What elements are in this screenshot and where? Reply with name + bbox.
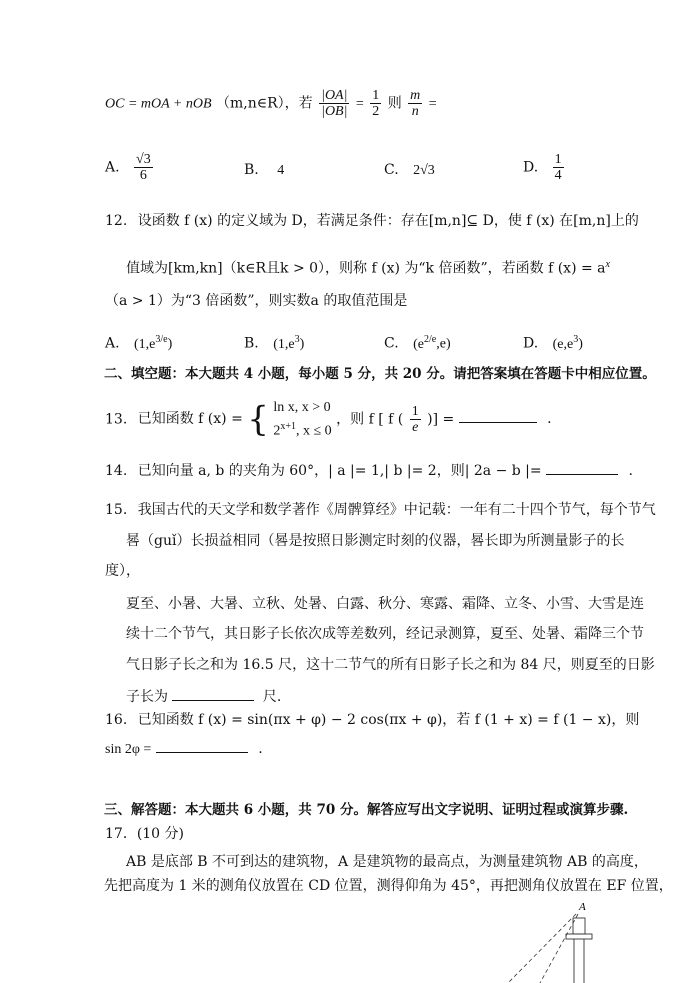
q11-option-b: B. 4 [244,162,285,178]
q14-line: 14. 已知向量 a, b 的夹角为 60°，| a |= 1,| b |= 2，则| 2a − b |= . [105,460,633,481]
q15-line-6: 气日影子长之和为 16.5 尺，这十二节气的所有日影子长之和为 84 尺，则夏至的日影 [126,657,655,673]
q15-line-1: 15. 我国古代的天文学和数学著作《周髀算经》中记载：一年有二十四个节气，每个节气 [105,502,656,518]
q11-condition: （m,n∈R），若 [215,95,313,112]
vector-expression: OC = mOA + nOB [105,96,212,112]
q12-option-a: A. $(1,e^{3/e})$ [105,334,173,352]
q16-line-1: 16. 已知函数 f (x) = sin(πx + φ) − 2 cos(πx + φ)，若 f (1 + x) = f (1 − x)，则 [105,712,640,728]
q12-line-2: 值域为[km,kn]（k∈R且k > 0），则称 f (x) 为“k 倍函数”，若函数 f $(x) = a^x$ [126,259,610,277]
piecewise-cases: ln x, x > 0 $2^{x+1}$, x ≤ 0 [273,400,332,439]
q16-line-2: sin 2φ = . [105,738,263,760]
q13-line: 13. 已知函数 f (x) = { ln x, x > 0 $2^{x+1}$, x ≤ 0 ，则 f [ f ( $\frac{1}{e}$ )] = . [105,399,552,440]
q17-line-1: AB 是底部 B 不可到达的建筑物，A 是建筑物的最高点，为测量建筑物 AB 的高度， [126,854,648,870]
sight-line-right [540,914,578,983]
section-solution-heading: 三、解答题：本大题共 6 小题，共 70 分。解答应写出文字说明、证明过程或演算步骤. [104,802,629,818]
q14-answer-blank[interactable] [546,460,618,475]
q16-answer-blank[interactable] [156,738,248,753]
figure-label-a: A [579,901,586,913]
ratio-fraction: $\frac{|OA|}{|OB|}$ [321,88,348,119]
building-ledge [566,934,592,939]
q17-figure [500,898,610,983]
q17-line-2: 先把高度为 1 米的测角仪放置在 CD 位置，测得仰角为 45°，再把测角仪放置在 EF 位置， [104,878,673,894]
sight-line-left [508,914,576,983]
ask-fraction: $\frac{m}{n}$ [410,88,421,119]
q15-line-7: 子长为 尺. [126,686,281,707]
q15-line-2: 晷（guǐ）长损益相同（晷是按照日影测定时刻的仪器，晷长即为所测量影子的长 [126,533,625,549]
q12-option-c: C. $(e^{2/e},e)$ [384,334,451,352]
one-over-e-fraction: $\frac{1}{e}$ [411,403,419,435]
q12-option-b: B. $(1,e^3)$ [244,334,305,352]
q13-answer-blank[interactable] [459,408,537,423]
q12-line-3: （a > 1）为“3 倍函数”，则实数a 的取值范围是 [105,293,408,309]
q15-line-5: 续十二个节气，其日影子长依次成等差数列，经记录测算，夏至、处暑、霜降三个节 [126,626,644,642]
q17-header: 17．(10 分) [105,826,185,842]
q11-option-c: C. 2√3 [384,162,435,178]
q12-line-1: 12. 设函数 f (x) 的定义域为 D，若满足条件：存在[m,n]⊆ D，使 f (x) 在[m,n]上的 [105,213,639,229]
q15-answer-blank[interactable] [172,686,254,701]
piecewise-brace: { [247,399,269,440]
q11-option-a: A. $\frac{√3}{6}$ [105,152,151,183]
q11-condition-line: OC = mOA + nOB （m,n∈R），若 $\frac{|OA|}{|OB|}$ = $\frac{1}{2}$ 则 $\frac{m}{n}$ = [105,88,437,119]
section-fill-in-heading: 二、填空题：本大题共 4 小题，每小题 5 分，共 20 分。请把答案填在答题卡中相应位置。 [104,366,656,382]
q11-option-d: D. $\frac{1}{4}$ [523,152,562,183]
q15-line-3: 度）， [105,563,140,579]
q15-line-4: 夏至、小暑、大暑、立秋、处暑、白露、秋分、寒露、霜降、立冬、小雪、大雪是连 [126,596,644,612]
q12-option-d: D. $(e,e^3)$ [523,334,583,352]
half-fraction: $\frac{1}{2}$ [372,88,380,119]
